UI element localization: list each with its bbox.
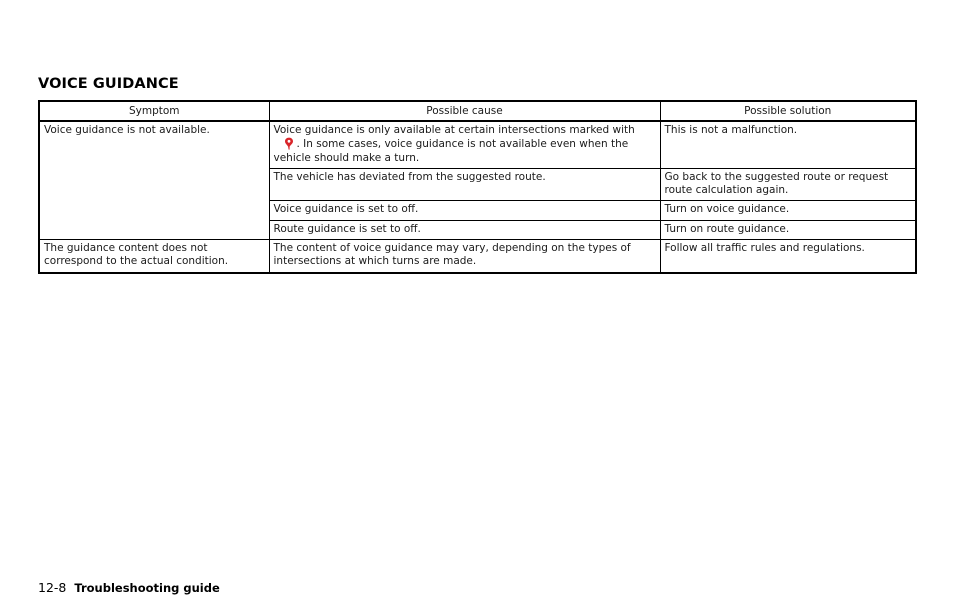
solution-cell: Follow all traffic rules and regulations.	[660, 240, 916, 273]
voice-guidance-table	[38, 100, 917, 274]
page-footer	[38, 577, 220, 596]
table-row	[39, 240, 916, 273]
cause-cell: Voice guidance is set to off.	[269, 201, 660, 220]
table-row	[39, 121, 916, 168]
header-possible-solution: Possible solution	[660, 101, 916, 121]
solution-cell: Turn on voice guidance.	[660, 201, 916, 220]
map-pin-icon	[282, 137, 296, 150]
solution-cell: This is not a malfunction.	[660, 121, 916, 168]
cause-cell	[269, 121, 660, 168]
cause-text-before-icon: Voice guidance is only available at certain intersections marked with	[273, 124, 635, 136]
solution-cell: Turn on route guidance.	[660, 220, 916, 239]
header-symptom: Symptom	[39, 101, 269, 121]
cause-cell: Route guidance is set to off.	[269, 220, 660, 239]
section-title: VOICE GUIDANCE	[38, 76, 179, 92]
solution-cell: Go back to the suggested route or request route calculation again.	[660, 168, 916, 201]
cause-cell: The vehicle has deviated from the suggested route.	[269, 168, 660, 201]
page-number: 12-8	[38, 580, 67, 595]
symptom-cell: Voice guidance is not available.	[39, 121, 269, 240]
cause-text-after-icon: . In some cases, voice guidance is not available even when the vehicle should make a turn.	[273, 138, 629, 164]
cause-cell: The content of voice guidance may vary, depending on the types of intersections at which turns are made.	[269, 240, 660, 273]
table-header-row	[39, 101, 916, 121]
header-possible-cause: Possible cause	[269, 101, 660, 121]
symptom-cell: The guidance content does not correspond to the actual condition.	[39, 240, 269, 273]
chapter-title: Troubleshooting guide	[74, 581, 220, 595]
